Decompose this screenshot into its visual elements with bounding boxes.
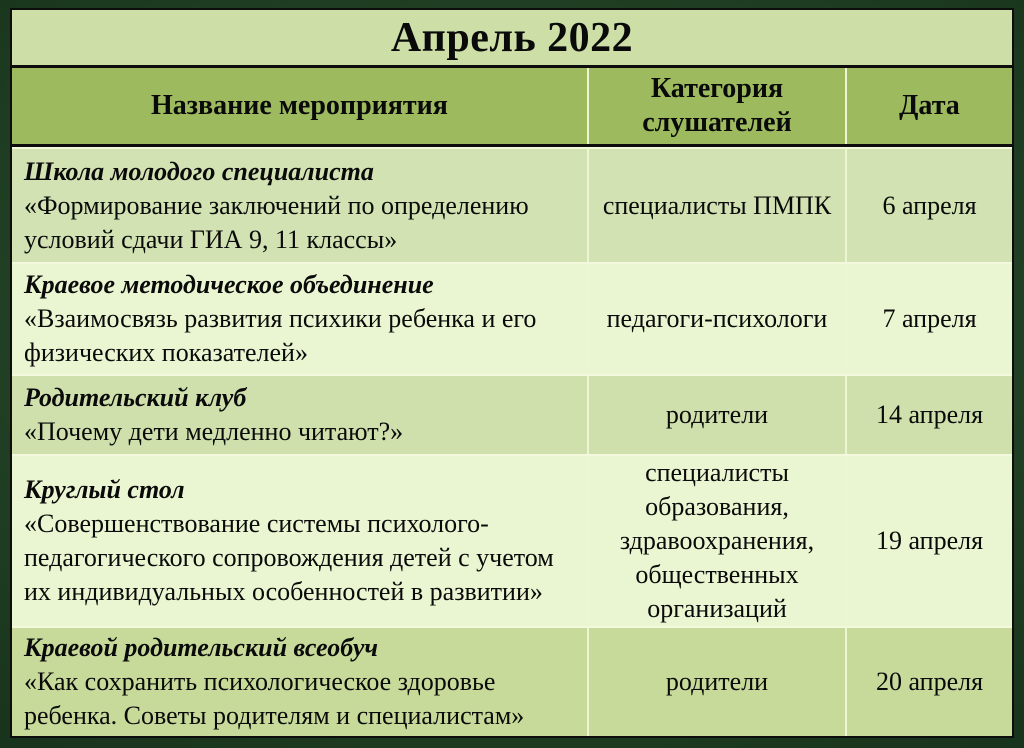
event-type: Школа молодого специалиста bbox=[24, 156, 374, 186]
table-header-row bbox=[12, 68, 1012, 147]
audience-cell: специалисты образования, здравоохранения, общественных организаций bbox=[587, 456, 847, 626]
event-topic: «Формирование заключений по определению условий сдачи ГИА 9, 11 классы» bbox=[24, 190, 529, 254]
table-row bbox=[12, 454, 1012, 626]
column-header-audience: Категория слушателей bbox=[587, 68, 847, 144]
audience-cell: специалисты ПМПК bbox=[587, 149, 847, 262]
month-title: Апрель 2022 bbox=[390, 14, 634, 61]
date-cell: 7 апреля bbox=[882, 304, 977, 333]
column-header-event-name: Название мероприятия bbox=[151, 90, 448, 121]
events-schedule-table bbox=[10, 8, 1014, 738]
month-title-bar bbox=[12, 10, 1012, 68]
date-cell: 14 апреля bbox=[875, 400, 984, 429]
table-row bbox=[12, 626, 1012, 736]
audience-cell: родители bbox=[587, 376, 847, 454]
event-type: Круглый стол bbox=[24, 475, 185, 504]
event-name-cell bbox=[12, 376, 587, 454]
table-row bbox=[12, 374, 1012, 454]
audience-cell: родители bbox=[587, 628, 847, 736]
event-name-cell bbox=[12, 628, 587, 736]
column-header-date: Дата bbox=[899, 90, 960, 121]
date-cell: 19 апреля bbox=[875, 526, 984, 555]
table-row bbox=[12, 147, 1012, 262]
event-name-cell bbox=[12, 149, 587, 262]
event-topic: «Совершенствование системы психолого-педагогического сопровождения детей с учетом их индивидуальных особенностей в развитии» bbox=[24, 509, 554, 606]
event-name-cell bbox=[12, 264, 587, 374]
date-cell: 20 апреля bbox=[875, 667, 984, 696]
event-type: Родительский клуб bbox=[24, 383, 247, 412]
event-topic: «Взаимосвязь развития психики ребенка и его физических показателей» bbox=[24, 304, 537, 367]
date-cell: 6 апреля bbox=[882, 190, 977, 220]
event-type: Краевой родительский всеобуч bbox=[24, 633, 379, 662]
event-type: Краевое методическое объединение bbox=[24, 270, 434, 299]
event-topic: «Почему дети медленно читают?» bbox=[24, 417, 404, 446]
table-row bbox=[12, 262, 1012, 374]
audience-cell: педагоги-психологи bbox=[587, 264, 847, 374]
event-topic: «Как сохранить психологическое здоровье ребенка. Советы родителям и специалистам» bbox=[24, 667, 525, 730]
event-name-cell bbox=[12, 456, 587, 626]
